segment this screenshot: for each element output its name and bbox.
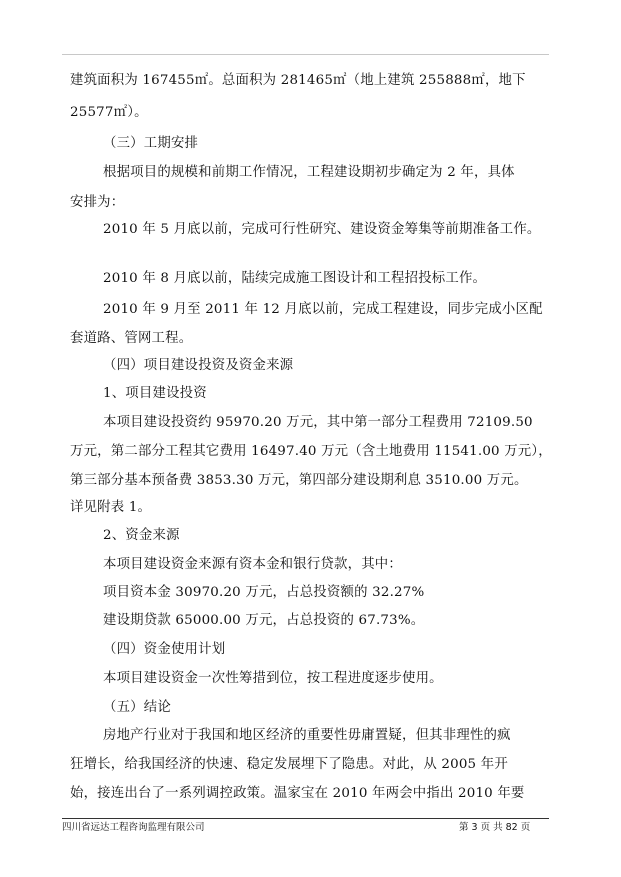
subheading-investment: 1、项目建设投资	[103, 386, 207, 401]
text-line-2: 25577㎡）。	[70, 105, 148, 120]
text-line-17: 本项目建设资金来源有资本金和银行贷款，其中：	[103, 557, 402, 572]
text-line-15: 详见附表 1。	[70, 500, 152, 515]
section-heading-fund-plan: （四）资金使用计划	[103, 642, 226, 657]
text-line-4: 根据项目的规模和前期工作情况，工程建设期初步确定为 2 年，具体	[103, 165, 515, 180]
header-rule	[62, 54, 549, 55]
text-line-1: 建筑面积为 167455㎡。总面积为 281465㎡（地上建筑 255888㎡，地下	[70, 73, 526, 88]
footer-page-number: 第 3 页 共 82 页	[459, 822, 531, 833]
text-line-6: 2010 年 5 月底以前，完成可行性研究、建设资金筹集等前期准备工作。	[103, 222, 541, 237]
text-line-14: 第三部分基本预备费 3853.30 万元，第四部分建设期利息 3510.00 万元。	[70, 473, 528, 488]
text-line-7: 2010 年 8 月底以前，陆续完成施工图设计和工程招投标工作。	[103, 271, 487, 286]
text-line-23: 房地产行业对于我国和地区经济的重要性毋庸置疑，但其非理性的疯	[103, 728, 511, 743]
text-line-21: 本项目建设资金一次性筹措到位，按工程进度逐步使用。	[103, 671, 443, 686]
text-line-13: 万元，第二部分工程其它费用 16497.40 万元（含土地费用 11541.00 万元），	[70, 444, 552, 459]
text-line-18: 项目资本金 30970.20 万元，占总投资额的 32.27%	[103, 585, 425, 600]
footer-company: 四川省远达工程咨询监理有限公司	[62, 822, 205, 833]
text-line-19: 建设期贷款 65000.00 万元，占总投资的 67.73%。	[103, 613, 425, 628]
section-heading-investment: （四）项目建设投资及资金来源	[103, 358, 294, 373]
text-line-12: 本项目建设投资约 95970.20 万元，其中第一部分工程费用 72109.50	[103, 415, 533, 430]
text-line-5: 安排为：	[70, 195, 125, 210]
text-line-9: 套道路、管网工程。	[70, 331, 193, 346]
footer-rule	[62, 818, 549, 819]
section-heading-conclusion: （五）结论	[103, 700, 171, 715]
text-line-24: 狂增长，给我国经济的快速、稳定发展埋下了隐患。对此，从 2005 年开	[70, 757, 508, 772]
section-heading-schedule: （三）工期安排	[103, 136, 199, 151]
text-line-8: 2010 年 9 月至 2011 年 12 月底以前，完成工程建设，同步完成小区配	[103, 302, 543, 317]
text-line-25: 始，接连出台了一系列调控政策。温家宝在 2010 年两会中指出 2010 年要	[70, 786, 525, 801]
subheading-funding: 2、资金来源	[103, 528, 180, 543]
